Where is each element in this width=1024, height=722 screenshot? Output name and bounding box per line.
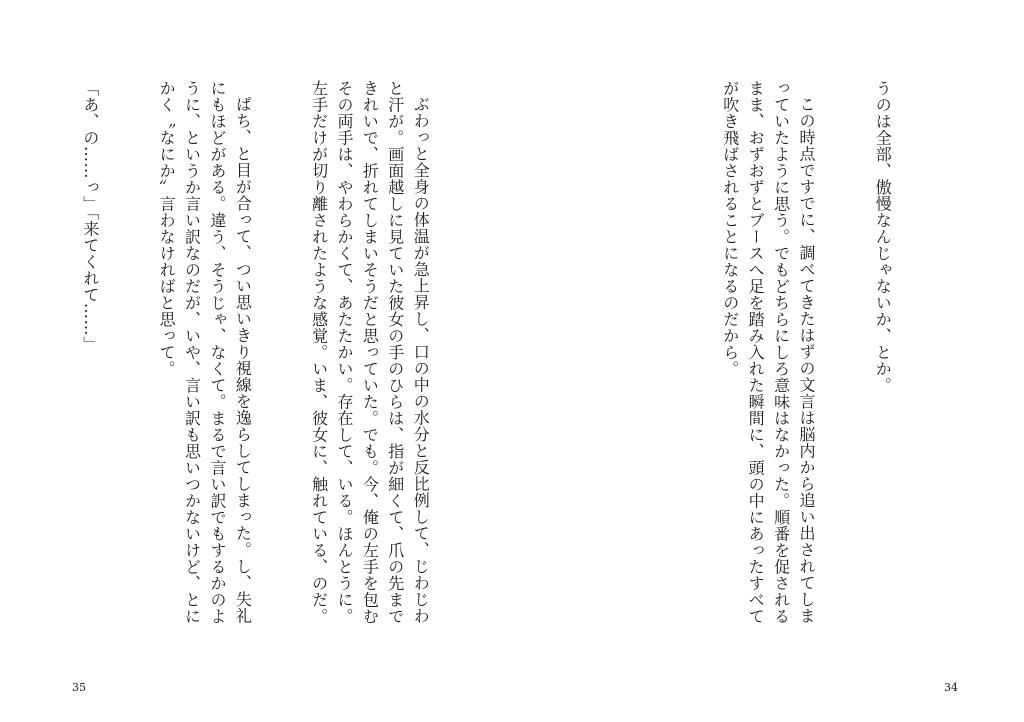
dialogue-line: 「あ、の……っ」「来てくれて……」: [80, 80, 100, 353]
page-number: 34: [944, 681, 958, 694]
right-page: [512, 0, 1024, 722]
page-number: 35: [72, 681, 86, 694]
left-page-text: [70, 80, 484, 640]
right-page-text: [592, 80, 946, 640]
paragraph: この時点ですでに、調べてきたはずの文言は脳内から追い出されてしまっていたように思う。でもどちらにしろ意味はなかった。順番を促されるまま、おずおずとブースへ足を踏み入れた瞬間に、頭の中にあったすべてが吹き飛ばされることになるのだから。: [720, 80, 816, 625]
paragraph: ぱち、と目が合って、つい思いきり視線を逸らしてしまった。し、失礼にもほどがある。違う、そうじゃ、なくて。まるで言い訳でもするかのように、というか言い訳なのだが、いや、言い訳も思いつかないけど、とにかく〝なにか〟言わなければと思って。: [157, 80, 253, 625]
blank-line: [641, 80, 666, 640]
paragraph: ぶわっと全身の体温が急上昇し、口の中の水分と反比例して、じわじわと汗が。画面越しに見ていた彼女の手のひらは、指が細くて、爪の先まできれいで、折れてしまいそうだと思っていた。でも。今、俺の左手を包むその両手は、やわらかくて、あたたかい。存在して、いる。ほんとうに。左手だけが切り離されたような感覚。いま、彼女に、触れている、のだ。: [309, 80, 431, 625]
paragraph: うのは全部、傲慢なんじゃないか、とか。: [873, 80, 893, 394]
